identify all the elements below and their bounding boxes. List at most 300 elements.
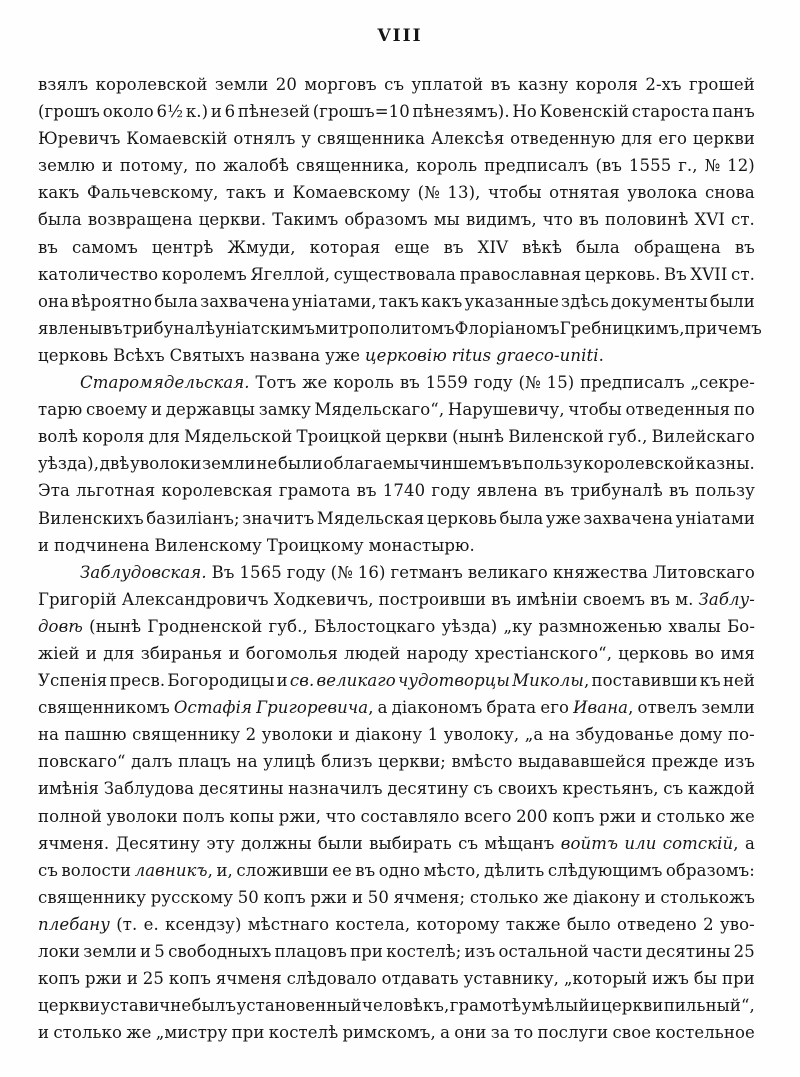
text-word: Мядельская xyxy=(316,508,425,528)
text-word: пользу xyxy=(695,481,755,501)
text-line xyxy=(38,206,755,233)
text-word: Бо- xyxy=(727,616,755,636)
text-word: отвелъ xyxy=(637,698,698,718)
text-line xyxy=(38,965,755,992)
text-word: должны xyxy=(241,833,312,853)
text-word: мѣщанъ xyxy=(484,833,555,853)
text-line xyxy=(38,315,762,342)
text-word: чтобы xyxy=(488,183,542,203)
text-word: церковію xyxy=(365,345,447,365)
text-word: „ку xyxy=(503,616,533,636)
text-word: двѣ xyxy=(99,454,130,474)
text-word: съ xyxy=(38,860,58,880)
text-word: въ xyxy=(38,237,58,257)
text-word: образомъ: xyxy=(665,860,755,880)
text-word: съ xyxy=(458,833,479,853)
text-word: Литовскаго xyxy=(652,562,755,582)
text-word: уже xyxy=(545,508,581,528)
text-word: римскомъ, xyxy=(342,1023,436,1043)
text-word: и xyxy=(352,887,364,907)
text-line xyxy=(38,667,755,694)
text-line xyxy=(38,261,755,288)
text-word: явлены xyxy=(38,318,103,338)
text-word: священнику xyxy=(132,725,241,745)
text-line xyxy=(38,234,755,261)
text-word: каждой xyxy=(687,779,755,799)
text-word: въ xyxy=(579,210,600,230)
text-word: снова xyxy=(705,183,755,203)
text-word: въ xyxy=(650,589,671,609)
text-word: Вилейскаго xyxy=(651,427,755,447)
text-word: костельное xyxy=(655,1023,755,1043)
text-word: ижъ xyxy=(652,969,690,989)
text-word: церковь xyxy=(38,345,109,365)
text-word: была xyxy=(576,237,620,257)
text-line xyxy=(38,559,755,586)
text-word: такъ xyxy=(226,183,267,203)
text-word: 200 xyxy=(516,806,548,826)
text-word: 16) xyxy=(357,562,386,582)
text-word: король xyxy=(416,156,478,176)
text-word: отведенную xyxy=(510,129,616,149)
text-word: и xyxy=(228,643,240,663)
text-word: еще xyxy=(394,237,430,257)
text-word: выдававшейся xyxy=(518,752,646,772)
text-line xyxy=(38,830,755,857)
text-word: ржи, xyxy=(278,806,322,826)
text-word: на xyxy=(236,752,258,772)
text-line xyxy=(38,477,755,504)
text-word: локи xyxy=(38,942,81,961)
text-word: въ xyxy=(102,318,123,338)
text-word: имѣнія xyxy=(38,779,100,799)
text-word: съ xyxy=(473,779,494,799)
text-line xyxy=(38,125,755,152)
text-word: прежде xyxy=(651,752,719,772)
text-word: своему xyxy=(85,400,148,420)
text-word: вѣроятно xyxy=(71,291,153,311)
text-word: княжества xyxy=(552,562,648,582)
text-word: въ xyxy=(668,481,689,501)
text-word: казну xyxy=(518,75,569,94)
text-word: церковь xyxy=(426,508,498,528)
text-word: и xyxy=(338,725,350,745)
text-word: трибуналѣ xyxy=(122,318,216,338)
text-word: (въ xyxy=(595,156,623,176)
text-word: волѣ xyxy=(38,427,79,447)
text-word: Виленской xyxy=(508,427,605,447)
text-word: пресв. xyxy=(109,671,166,691)
text-word: и xyxy=(38,1023,50,1043)
text-word: Въ xyxy=(663,264,687,284)
text-word: короля xyxy=(575,75,638,94)
text-word: Всѣхъ xyxy=(113,345,165,365)
text-word: по xyxy=(733,400,755,420)
text-word: діакону xyxy=(573,887,640,907)
text-word: возвращена xyxy=(87,210,193,230)
text-word: ее xyxy=(332,860,352,880)
text-word: „мистру xyxy=(155,1023,228,1043)
text-word: уже xyxy=(325,345,361,365)
text-word: Комаевскому xyxy=(292,183,411,203)
text-word: и xyxy=(101,156,113,176)
text-word: видимъ, xyxy=(465,210,537,230)
text-word: Юревичъ xyxy=(38,129,121,149)
text-word: изъ xyxy=(464,942,496,961)
text-word: Заблу- xyxy=(698,589,755,609)
text-word: мѣсто, xyxy=(423,860,481,880)
text-word: 12) xyxy=(727,156,755,176)
text-word: плацъ xyxy=(178,752,232,772)
text-word: ржи xyxy=(310,887,348,907)
text-word: лавникъ, xyxy=(134,860,213,880)
text-word: на xyxy=(548,725,570,745)
text-word: ксендзу) xyxy=(165,914,242,934)
text-word: ст. xyxy=(730,210,755,230)
text-word: подчинена xyxy=(54,535,150,555)
text-word: уставнику, xyxy=(463,969,560,989)
text-word: довѣ xyxy=(38,616,83,636)
text-word: Такимъ xyxy=(272,210,339,230)
text-word: (нынѣ xyxy=(452,427,505,447)
text-word: изъ xyxy=(724,752,755,772)
text-word: уволоку, xyxy=(443,725,520,745)
text-word: св. xyxy=(289,671,315,691)
text-word: губ., xyxy=(608,427,648,447)
text-word: 6½ xyxy=(156,102,184,122)
text-word: и xyxy=(150,400,163,420)
text-word: (грошъ=10 xyxy=(312,102,410,122)
text-word: Но xyxy=(512,102,537,122)
text-word: уво- xyxy=(719,914,755,934)
text-word: церкви xyxy=(385,427,448,447)
text-word: при xyxy=(350,942,384,961)
text-word: и xyxy=(273,183,285,203)
text-word: Фальчевскому, xyxy=(86,183,219,203)
text-word: великаго xyxy=(467,562,548,582)
text-word: умѣлый xyxy=(521,996,590,1016)
text-word: діакону xyxy=(355,725,423,745)
text-word: была xyxy=(38,210,82,230)
text-word: Старомядельская. xyxy=(80,373,250,393)
text-word: по xyxy=(195,156,217,176)
text-word: году xyxy=(286,562,326,582)
text-word: замку xyxy=(258,400,311,420)
text-word: сложивши xyxy=(236,860,329,880)
text-line xyxy=(38,721,755,748)
text-word: пользу xyxy=(522,454,583,474)
text-word: выбирать xyxy=(369,833,452,853)
text-word: были xyxy=(277,454,323,474)
text-line xyxy=(38,884,755,911)
text-word: уволоки xyxy=(106,806,178,826)
text-word: при xyxy=(684,318,718,338)
text-word: а xyxy=(440,1023,451,1043)
text-word: православная xyxy=(459,264,582,284)
text-word: уѣзда), xyxy=(38,454,100,474)
text-word: были xyxy=(709,291,755,311)
text-word: свободныхъ xyxy=(168,942,272,961)
text-word: при xyxy=(231,1023,265,1043)
text-line xyxy=(38,938,755,965)
text-word: какъ xyxy=(38,183,80,203)
text-word: такъ xyxy=(378,291,419,311)
text-word: одно xyxy=(378,860,421,880)
text-line xyxy=(38,857,755,884)
text-word: части xyxy=(592,942,643,961)
text-word: 50 xyxy=(367,887,389,907)
text-word: была xyxy=(154,291,199,311)
text-word: 5 xyxy=(154,942,165,961)
text-word: войтъ xyxy=(560,833,619,853)
text-word: и, xyxy=(216,860,233,880)
text-line xyxy=(38,71,755,98)
text-word: земли xyxy=(202,454,256,474)
text-word: № xyxy=(704,156,721,176)
text-word: въ xyxy=(443,237,464,257)
text-word: чиншемъ xyxy=(419,454,502,474)
text-word: Комаевскій xyxy=(126,129,228,149)
text-word: короля xyxy=(82,427,145,447)
text-word: чтобы xyxy=(568,400,622,420)
text-word: не xyxy=(256,454,278,474)
text-word: копы xyxy=(229,806,275,826)
text-word: Гродненской xyxy=(147,616,263,636)
text-word: Богородицы xyxy=(167,671,275,691)
text-line xyxy=(38,342,755,369)
text-word: сотскій, xyxy=(662,833,739,853)
text-word: (№ xyxy=(417,183,440,203)
text-word: потому, xyxy=(119,156,189,176)
text-word: Троицкой xyxy=(296,427,382,447)
text-word: то xyxy=(514,1023,534,1043)
text-word: Миколы, xyxy=(512,671,590,691)
text-word: же xyxy=(302,373,328,393)
text-word: пашню xyxy=(64,725,127,745)
text-word: (т. xyxy=(116,914,138,934)
text-word: Гребницкимъ, xyxy=(559,318,685,338)
text-word: костела, xyxy=(335,914,411,934)
text-word: 1740 xyxy=(382,481,426,501)
text-word: людей xyxy=(344,643,401,663)
text-word: и xyxy=(140,942,152,961)
text-word: въ xyxy=(399,373,420,393)
text-word: центрѣ xyxy=(151,237,214,257)
text-word: богомолья xyxy=(245,643,338,663)
text-word: земли xyxy=(701,698,755,718)
text-word: десятины xyxy=(645,942,731,961)
text-word: съ xyxy=(663,779,684,799)
text-word: и xyxy=(210,102,222,122)
text-word: Ходкевичъ, xyxy=(273,589,374,609)
text-word: трибуналѣ xyxy=(570,481,663,501)
text-word: которая xyxy=(309,237,381,257)
text-word: отведено xyxy=(617,914,697,934)
text-word: за xyxy=(490,1023,510,1043)
text-word: копъ xyxy=(38,969,81,989)
text-word: при xyxy=(721,969,755,989)
text-word: году xyxy=(431,481,471,501)
text-word: волости xyxy=(61,860,132,880)
text-word: Виленскому xyxy=(154,535,262,555)
text-word: въ xyxy=(502,454,523,474)
text-word: въ xyxy=(356,481,377,501)
text-word: ячменя xyxy=(215,969,282,989)
text-word: державцы xyxy=(165,400,256,420)
text-word: году xyxy=(473,373,513,393)
text-word: мы xyxy=(433,210,460,230)
text-word: священника xyxy=(316,129,426,149)
text-word: костелѣ; xyxy=(386,942,462,961)
text-word: у xyxy=(301,129,312,149)
text-word: 25 xyxy=(142,969,164,989)
text-word: имѣніи xyxy=(516,589,578,609)
text-word: великаго xyxy=(316,671,396,691)
text-word: Григорій xyxy=(38,589,117,609)
text-word: мѣстнаго xyxy=(247,914,330,934)
text-word: священника, xyxy=(295,156,410,176)
text-word: уволоки xyxy=(130,454,202,474)
text-line xyxy=(38,505,755,532)
text-word: уволока xyxy=(627,183,698,203)
text-line xyxy=(38,640,755,667)
text-word: полной xyxy=(38,806,102,826)
text-word: пильный“, xyxy=(663,996,755,1016)
text-word: Нарушевичу, xyxy=(447,400,565,420)
text-line xyxy=(38,450,755,477)
text-line xyxy=(38,803,755,830)
text-word: свое xyxy=(612,1023,652,1043)
text-word: королевской xyxy=(95,75,208,94)
text-word: уніатами xyxy=(675,508,755,528)
text-line xyxy=(38,748,755,775)
text-word: 1559 xyxy=(425,373,469,393)
text-word: 25 xyxy=(733,942,755,961)
text-word: столькожъ xyxy=(660,887,755,907)
text-word: 6 xyxy=(224,102,236,122)
text-word: послуги xyxy=(537,1023,609,1043)
text-word: Мядельской xyxy=(184,427,293,447)
text-word: и xyxy=(276,671,288,691)
text-word: названа xyxy=(249,345,321,365)
text-word: митрополитомъ xyxy=(315,318,455,338)
text-word: по- xyxy=(728,725,755,745)
text-word: предписалъ xyxy=(484,156,589,176)
text-word: Ивана, xyxy=(573,698,634,718)
text-word: же xyxy=(543,887,569,907)
text-word: уѣзда) xyxy=(441,616,498,636)
text-word: существовала xyxy=(333,264,456,284)
text-word: пѣнезямъ). xyxy=(412,102,510,122)
text-word: уніатскимъ xyxy=(215,318,316,338)
text-word: грамотѣ xyxy=(449,996,522,1016)
text-word: земли xyxy=(83,942,137,961)
text-word: что xyxy=(542,210,573,230)
text-word: размноженью xyxy=(538,616,663,636)
text-word: церковь xyxy=(618,643,689,663)
text-line xyxy=(38,369,755,396)
text-word: бы xyxy=(693,969,718,989)
text-word: отдавать xyxy=(381,969,459,989)
text-line xyxy=(38,694,755,721)
text-word: указанные xyxy=(464,291,559,311)
text-word: грамота xyxy=(278,481,351,501)
text-word: Флоріаномъ xyxy=(454,318,560,338)
text-word: и xyxy=(589,996,601,1016)
text-word: церкви; xyxy=(378,752,446,772)
text-word: былъ xyxy=(191,996,237,1016)
text-word: полъ xyxy=(182,806,225,826)
text-word: ржи xyxy=(84,969,123,989)
text-word: вмѣсто xyxy=(451,752,513,772)
text-word: какъ xyxy=(421,291,463,311)
text-word: были xyxy=(317,833,363,853)
text-word: что xyxy=(325,806,356,826)
text-word: ячменя; xyxy=(393,887,466,907)
text-word: своихъ xyxy=(497,779,558,799)
text-word: а xyxy=(377,698,388,718)
text-word: или xyxy=(624,833,657,853)
text-word: жіей xyxy=(38,643,80,663)
text-word: облагаемы xyxy=(323,454,419,474)
text-word: „а xyxy=(524,725,544,745)
text-word: улицѣ xyxy=(263,752,316,772)
text-word: Ягеллой, xyxy=(250,264,331,284)
text-word: въ xyxy=(355,860,376,880)
text-word: (грошъ xyxy=(38,102,101,122)
text-word: плебану xyxy=(38,914,110,934)
text-word: Успенія xyxy=(38,671,108,691)
text-word: хрестіанского“, xyxy=(474,643,613,663)
text-line xyxy=(38,532,755,559)
text-word: народу xyxy=(406,643,469,663)
text-word: 50 xyxy=(237,887,259,907)
text-word: церкви xyxy=(38,996,101,1016)
text-word: копъ xyxy=(168,969,211,989)
text-word: половинѣ xyxy=(605,210,689,230)
text-line xyxy=(38,911,755,938)
text-word: уставичне xyxy=(100,996,192,1016)
text-word: священникомъ xyxy=(38,698,170,718)
text-word: монастырю. xyxy=(368,535,475,555)
text-word: чемъ xyxy=(717,318,762,338)
text-word: для xyxy=(103,643,135,663)
text-word: базиліанъ; xyxy=(146,508,240,528)
text-word: губ., xyxy=(268,616,308,636)
text-word: самомъ xyxy=(72,237,138,257)
text-word: построивши xyxy=(378,589,487,609)
text-word: церкви. xyxy=(198,210,267,230)
text-word: 20 xyxy=(275,75,297,94)
text-word: XVII xyxy=(690,264,728,284)
text-word: поставивши xyxy=(591,671,698,691)
text-word: крестьянъ, xyxy=(562,779,659,799)
text-word: Григоревича, xyxy=(256,698,374,718)
text-word: Заблудовская. xyxy=(80,562,207,582)
text-word: они xyxy=(454,1023,487,1043)
text-word: уволоки xyxy=(261,725,334,745)
text-word: збудованье xyxy=(575,725,674,745)
text-word: и xyxy=(640,806,652,826)
text-word: Тотъ xyxy=(255,373,297,393)
text-word: ржи xyxy=(599,806,637,826)
text-word: предписалъ xyxy=(580,373,685,393)
text-word: ritus xyxy=(451,345,492,365)
text-word: 2 xyxy=(245,725,257,745)
text-word: казны. xyxy=(695,454,755,474)
text-word: копъ xyxy=(263,887,306,907)
text-word: образомъ xyxy=(344,210,428,230)
